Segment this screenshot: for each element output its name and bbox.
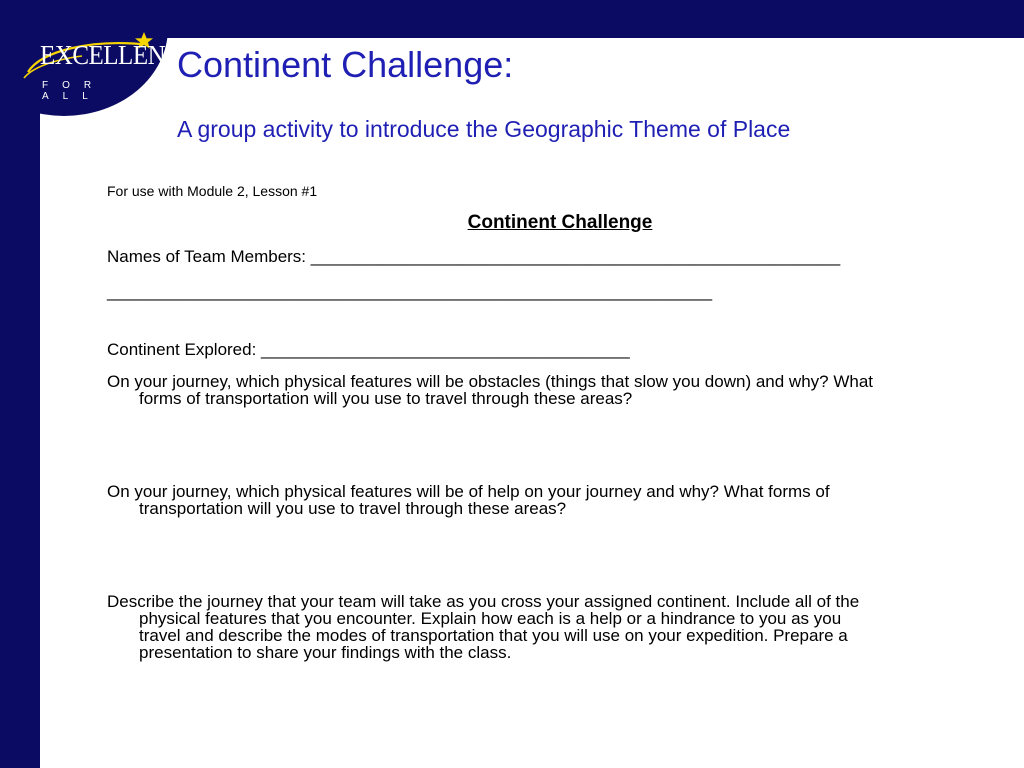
paragraph-line: On your journey, which physical features will be obstacles (things that slow you down) and why? What bbox=[107, 372, 874, 391]
paragraph-line: forms of transportation will you use to travel through these areas? bbox=[139, 389, 633, 408]
paragraph-line: Describe the journey that your team will take as you cross your assigned continent. Include all of the bbox=[107, 592, 860, 611]
paragraph-line: transportation will you use to travel through these areas? bbox=[139, 499, 567, 518]
question-helpful-features bbox=[107, 483, 1012, 517]
continent-explored-field: Continent Explored: _______________________________________ bbox=[107, 340, 630, 359]
worksheet-heading: Continent Challenge bbox=[467, 212, 653, 233]
module-reference: For use with Module 2, Lesson #1 bbox=[107, 183, 318, 199]
excellence-for-all-logo bbox=[22, 32, 197, 104]
left-sidebar-bar bbox=[0, 0, 40, 768]
paragraph-line: On your journey, which physical features will be of help on your journey and why? What forms of bbox=[107, 482, 830, 501]
journey-description-task bbox=[107, 593, 1012, 661]
team-members-blank-line: ________________________________________________________________ bbox=[107, 282, 713, 301]
paragraph-line: travel and describe the modes of transportation that you will use on your expedition. Prepare a bbox=[139, 626, 848, 645]
team-members-field: Names of Team Members: ________________________________________________________ bbox=[107, 247, 841, 266]
paragraph-line: physical features that you encounter. Explain how each is a help or a hindrance to you as you bbox=[139, 609, 842, 628]
question-obstacles bbox=[107, 373, 1012, 407]
logo-title: EXCELLENCE bbox=[40, 41, 197, 71]
paragraph-line: presentation to share your findings with the class. bbox=[139, 643, 512, 662]
page-subtitle: A group activity to introduce the Geographic Theme of Place bbox=[177, 116, 791, 142]
logo-subtitle: FOR ALL bbox=[42, 80, 106, 102]
page-title: Continent Challenge: bbox=[177, 44, 514, 85]
